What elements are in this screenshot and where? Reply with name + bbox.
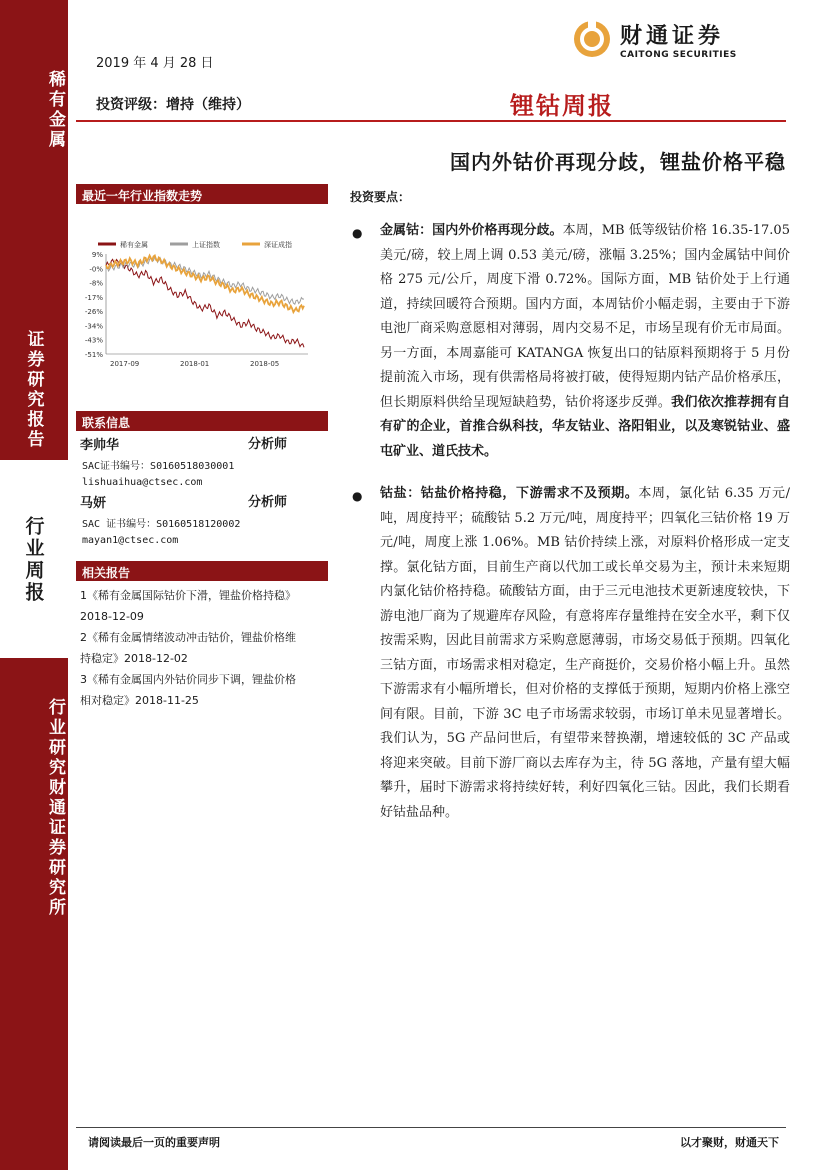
left-column — [76, 184, 328, 711]
sidebar-institute-label: 行业研究财通证券研究所 — [45, 698, 65, 918]
related-report-line: 持稳定》2018-12-02 — [80, 652, 188, 665]
sidebar-category — [0, 462, 68, 658]
y-tick-label: -43% — [84, 336, 103, 345]
page-title: 国内外钴价再现分歧，锂盐价格平稳 — [450, 150, 786, 174]
p2-body: 本周，氯化钴 6.35 万元/吨，周度持平；硫酸钴 5.2 万元/吨，周度持平；四氧化三钴价格 19 万元/吨，周度上涨 1.06%。MB 钴价持续上涨，对原料价格形成一定支撑。氯化钴方面，目前生产商以代加工或长单交易为主，预计未来短期内氯化钴价格持稳。硫酸钴方面，由于三元电池技术更新速度较快，下游电池厂商为了规避库存风险，有意将库存量维持在安全水平，剩下仅按需采购，因此目前需求方采购意愿薄弱，市场交易低于预期。四氧化三钴方面，市场需求相对稳定，生产商挺价，交易价格小幅上升。虽然下游需求有小幅所增长，但对价格的支撑低于预期，短期内价格上涨空间有限。目前，下游 3C 电子市场需求较弱，市场订单未见显著增长。我们认为，5G 产品问世后，有望带来替换潮，增速较低的 3C 产品或将迎来突破。目前下游厂商以去库存为主，待 5G 落地，产量有望大幅攀升，届时下游需求将持续好转，利好四氧化三钴。因此，我们长期看好钴盐品种。 — [380, 486, 790, 820]
y-tick-label: -51% — [84, 351, 103, 359]
footer-slogan: 以才聚财，财通天下 — [680, 1136, 779, 1149]
sidebar-report-kind — [0, 320, 68, 460]
bullet-icon: ● — [352, 489, 363, 503]
paragraph-cobalt-metal — [350, 219, 790, 464]
footer-disclaimer: 请阅读最后一页的重要声明 — [88, 1136, 220, 1149]
y-tick-label: -26% — [84, 308, 103, 317]
analyst-1 — [76, 435, 328, 491]
investment-rating: 投资评级：增持（维持） — [96, 97, 250, 113]
y-tick-label: -8% — [89, 279, 103, 288]
report-type: 锂钴周报 — [510, 92, 614, 120]
paragraph-cobalt-salt — [350, 482, 790, 825]
analyst-sac: SAC 证书编号：S0160518120002 — [82, 519, 241, 530]
y-tick-label: -0% — [89, 265, 103, 274]
analyst-role: 分析师 — [248, 437, 288, 452]
header-divider — [76, 120, 786, 122]
related-report-line[interactable]: 1《稀有金属国际钴价下滑，锂盐价格持稳》 — [80, 589, 296, 602]
analyst-2 — [76, 493, 328, 549]
key-points-title: 投资要点： — [350, 190, 411, 204]
analyst-email[interactable]: lishuaihua@ctsec.com — [82, 477, 203, 488]
related-report-line[interactable]: 3《稀有金属国内外钴价同步下调，锂盐价格 — [80, 673, 296, 686]
x-tick-label: 2018-01 — [180, 360, 210, 368]
p1-lead: 金属钴：国内外价格再现分歧。 — [380, 223, 563, 238]
p2-lead: 钴盐：钴盐价格持稳，下游需求不及预期。 — [380, 486, 639, 501]
report-date: 2019 年 4 月 28 日 — [96, 56, 214, 71]
analyst-name: 马妍 — [80, 496, 107, 511]
related-report-line: 2018-12-09 — [80, 610, 144, 623]
contact-section-title: 联系信息 — [76, 411, 328, 431]
logo-cn-text: 财通证券 — [620, 23, 725, 49]
y-tick-label: -34% — [84, 322, 103, 331]
analyst-role: 分析师 — [248, 495, 288, 510]
legend-label: 上证指数 — [192, 241, 220, 249]
series-line-1 — [106, 259, 304, 347]
sidebar-sector — [0, 0, 68, 320]
sidebar-category-label: 行业周报 — [22, 516, 45, 604]
p1-recommendation: 我们依次推荐拥有自有矿的企业，首推合纵科技，华友钴业、洛阳钼业，以及寒锐钴业、盛屯矿业、道氏技术。 — [380, 394, 790, 459]
x-tick-label: 2017-09 — [110, 360, 140, 368]
x-tick-label: 2018-05 — [250, 360, 280, 368]
sidebar-report-kind-label: 证券研究报告 — [23, 330, 44, 450]
caitong-logo-icon — [572, 19, 612, 59]
analyst-name: 李帅华 — [80, 438, 120, 453]
related-reports-list — [76, 585, 328, 711]
sidebar-sector-label: 稀有金属 — [45, 70, 65, 150]
caitong-logo — [572, 18, 772, 60]
index-chart-svg — [76, 204, 328, 399]
legend-label: 深证成指 — [264, 241, 292, 249]
analyst-sac: SAC证书编号：S0160518030001 — [82, 461, 235, 472]
y-tick-label: 9% — [91, 251, 103, 259]
related-report-line: 相对稳定》2018-11-25 — [80, 694, 199, 707]
main-content — [350, 188, 790, 843]
y-tick-label: -17% — [84, 293, 103, 302]
chart-section-title: 最近一年行业指数走势 — [76, 184, 328, 204]
logo-en-text: CAITONG SECURITIES — [620, 49, 737, 60]
related-section-title: 相关报告 — [76, 561, 328, 581]
legend-label: 稀有金属 — [120, 241, 148, 249]
analyst-email[interactable]: mayan1@ctsec.com — [82, 535, 179, 546]
footer-divider — [76, 1127, 786, 1128]
sidebar-institute — [0, 658, 68, 1170]
related-report-line[interactable]: 2《稀有金属情绪波动冲击钴价，锂盐价格维 — [80, 631, 296, 644]
p1-body: 本周，MB 低等级钴价格 16.35-17.05 美元/磅，较上周上调 0.53 美元/磅，涨幅 3.25%；国内金属钴中间价格 275 元/公斤，周度下滑 0.72%。国际方面，MB 钴价处于上行通道，持续回暖符合预期。国内方面，本周钴价小幅走弱，主要由于下游电池厂商采购意愿相对薄弱，周内交易不足，市场呈现有价无市局面。另一方面，本周嘉能可 KATANGA 恢复出口的钴原料预期将于 5 月份提前流入市场，现有供需格局将被打破，使得短期内钴产品价格承压，但长期原料供给呈现短缺趋势，钴价将逐步反弹。 — [380, 223, 790, 410]
bullet-icon: ● — [352, 226, 363, 240]
index-trend-chart — [76, 204, 328, 399]
